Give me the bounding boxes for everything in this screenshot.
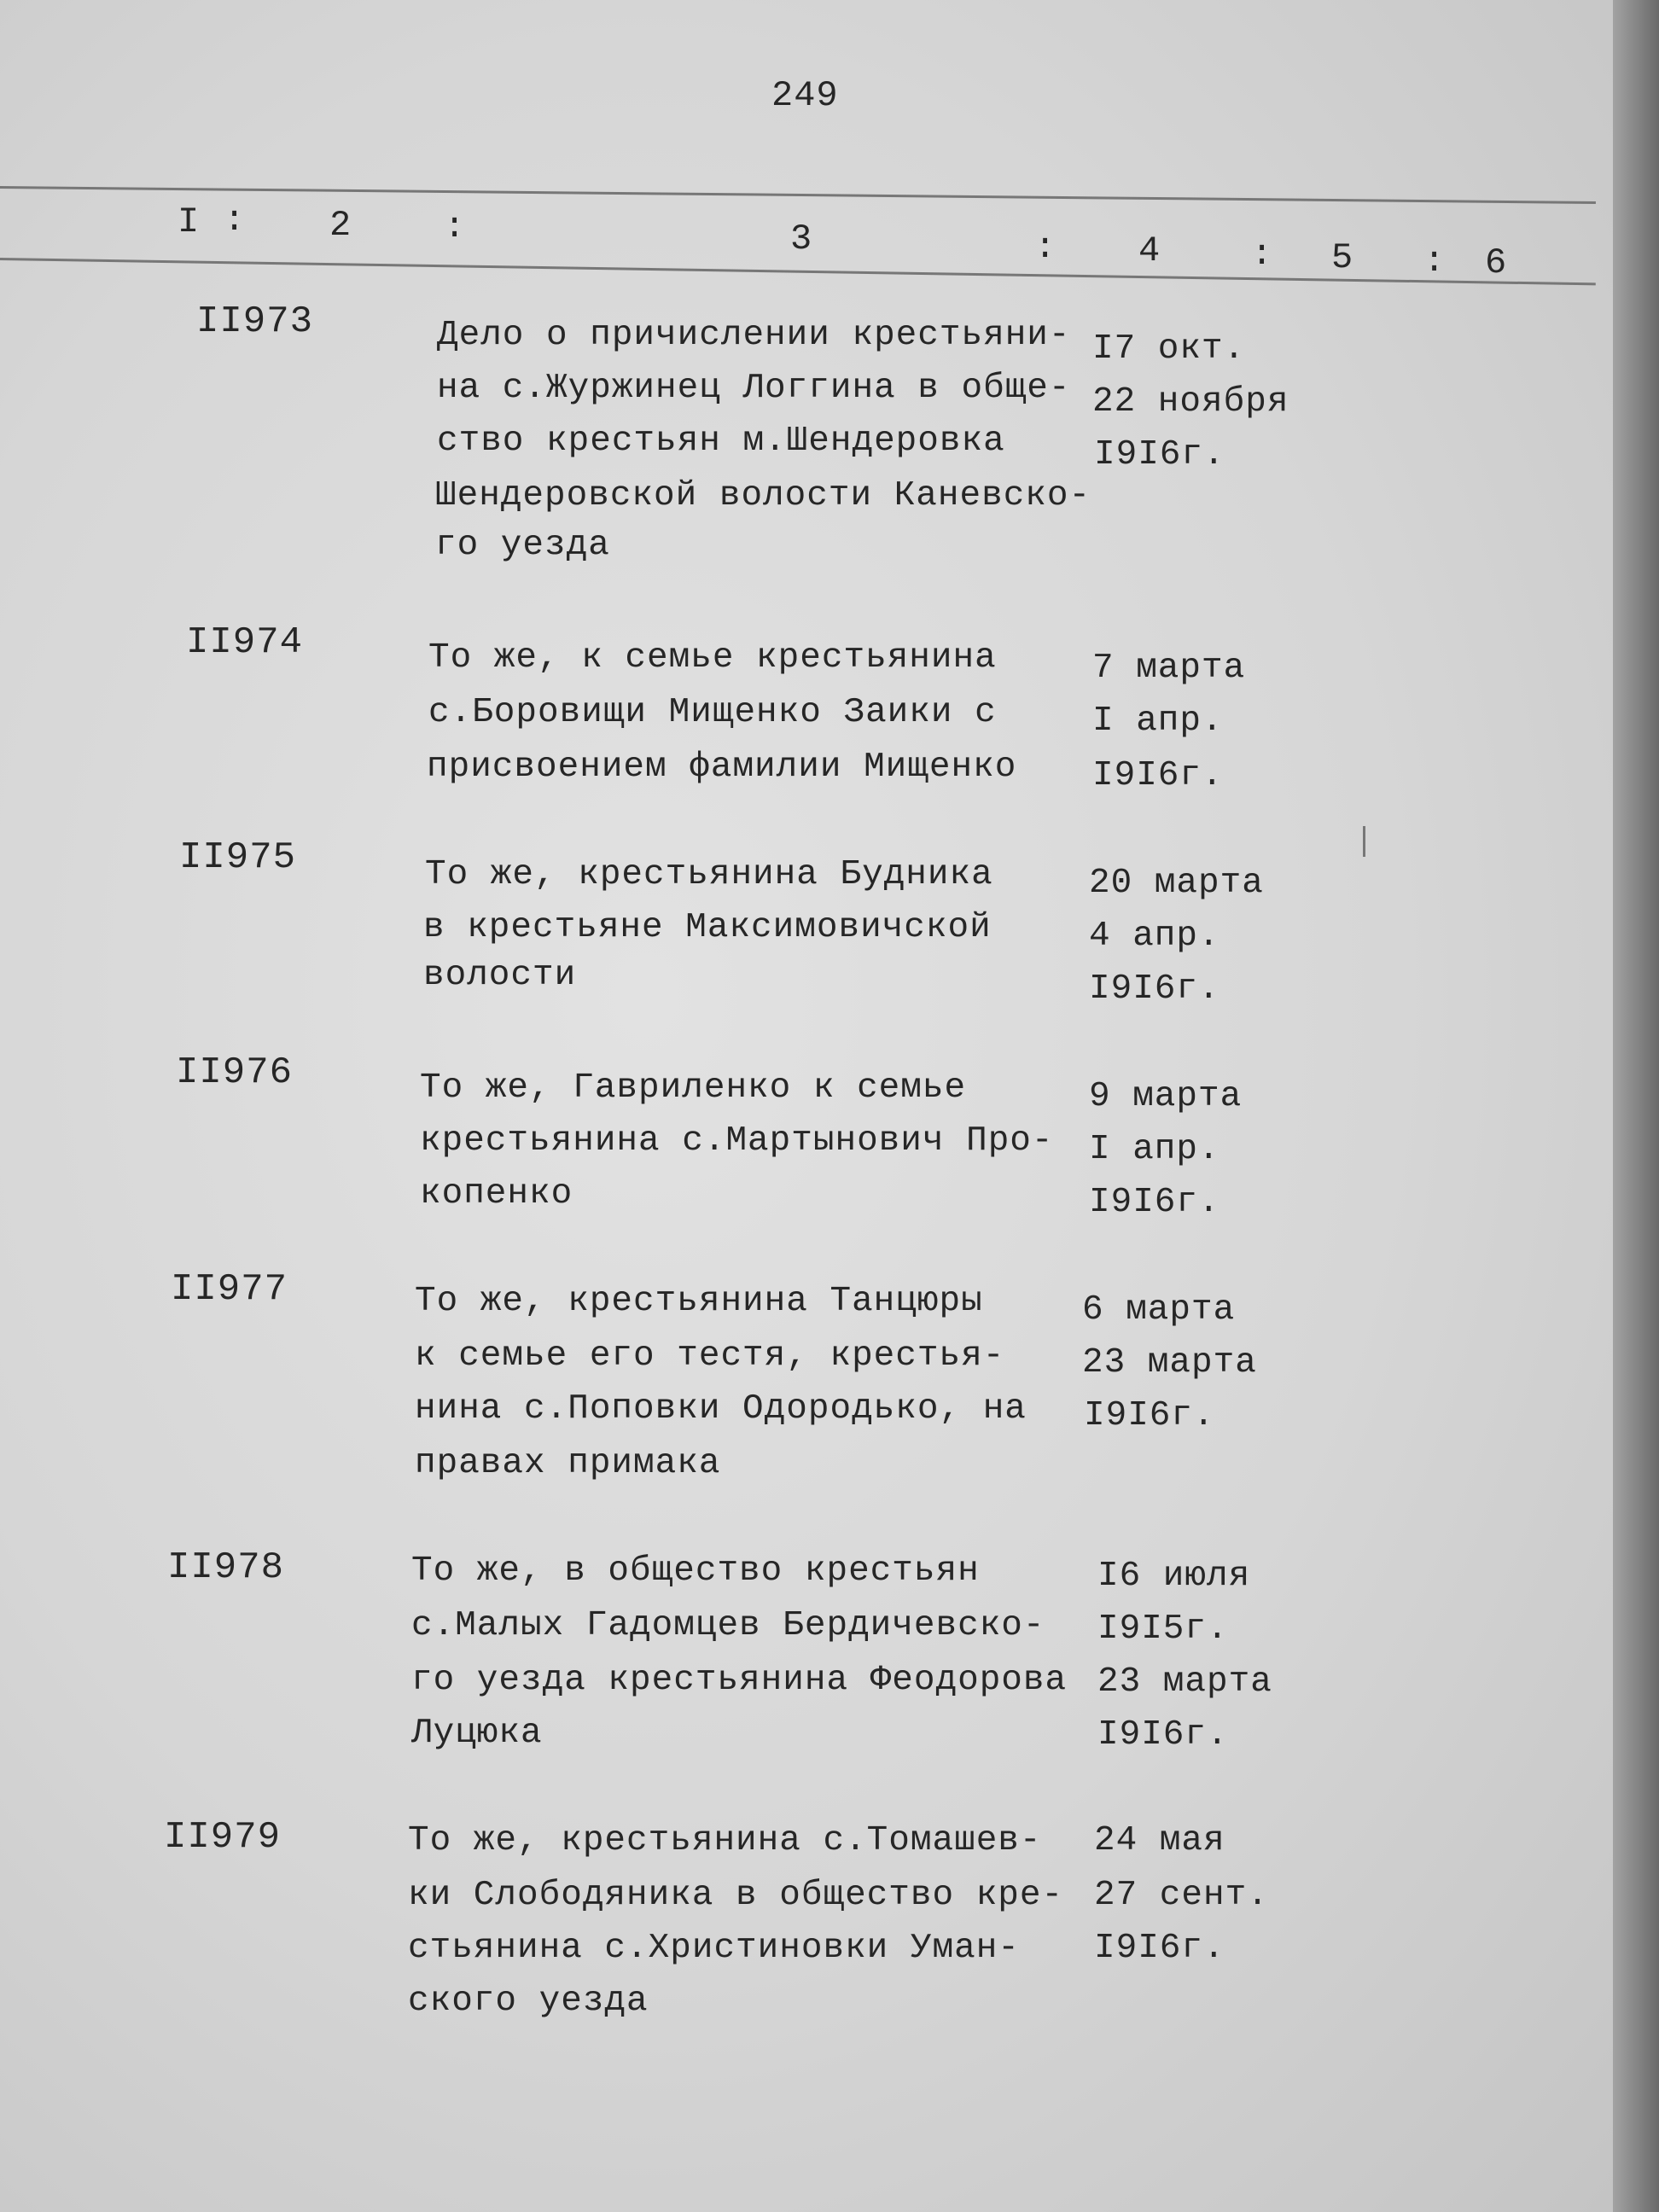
page-edge	[1608, 0, 1659, 2212]
entry-date-line: I апр.	[1089, 1130, 1220, 1169]
entry-text-line: То же, в общество крестьян	[411, 1551, 980, 1591]
column-header-2: 2	[329, 205, 352, 246]
column-header-6: 6	[1485, 242, 1508, 283]
column-header-5: 5	[1331, 237, 1354, 278]
page-number: 249	[771, 75, 839, 116]
entry-date-line: I9I6г.	[1089, 969, 1220, 1009]
entry-text-line: То же, Гавриленко к семье	[420, 1068, 967, 1108]
entry-text-line: с.Боровищи Мищенко Заики с	[428, 693, 997, 732]
entry-text-line: присвоением фамилии Мищенко	[427, 748, 1017, 787]
entry-date-line: 22 ноября	[1092, 382, 1289, 422]
entry-date-line: I9I6г.	[1094, 1929, 1225, 1968]
entry-date-line: I апр.	[1092, 701, 1224, 741]
header-rule-bottom	[0, 258, 1596, 285]
entry-text-line: копенко	[420, 1174, 573, 1214]
entry-text-line: Дело о причислении крестьяни-	[437, 316, 1071, 355]
entry-text-line: волости	[423, 956, 577, 995]
entry-number: II974	[186, 621, 304, 664]
entry-text-line: ки Слободяника в общество кре-	[408, 1876, 1064, 1915]
entry-date-line: 27 сент.	[1094, 1876, 1269, 1915]
entry-date-line: 9 марта	[1089, 1077, 1243, 1116]
entry-text-line: ство крестьян м.Шендеровка	[437, 422, 1005, 461]
column-separator: :	[1251, 234, 1274, 275]
entry-text-line: крестьянина с.Мартынович Про-	[420, 1121, 1054, 1161]
entry-date-line: I9I6г.	[1089, 1183, 1220, 1222]
entry-text-line: правах примака	[415, 1444, 721, 1483]
column-header-1: I	[178, 201, 201, 242]
entry-number: II979	[164, 1816, 282, 1859]
entry-text-line: То же, крестьянина с.Томашев-	[408, 1821, 1042, 1860]
entry-number: II978	[167, 1546, 285, 1589]
column-separator: :	[444, 207, 467, 247]
entry-date-line: 4 апр.	[1089, 917, 1220, 956]
entry-text-line: с.Малых Гадомцев Бердичевско-	[411, 1606, 1045, 1645]
entry-date-line: 23 марта	[1082, 1343, 1257, 1382]
entry-text-line: на с.Журжинец Логгина в обще-	[437, 369, 1071, 408]
entry-date-line: I9I6г.	[1097, 1715, 1229, 1755]
entry-date-line: 20 марта	[1089, 864, 1264, 903]
entry-date-line: I9I6г.	[1094, 435, 1225, 474]
entry-date-line: I7 окт.	[1092, 329, 1246, 369]
entry-text-line: ского уезда	[408, 1982, 649, 2021]
entry-text-line: го уезда крестьянина Феодорова	[411, 1661, 1068, 1700]
entry-date-line: I9I6г.	[1084, 1396, 1215, 1435]
entry-text-line: к семье его тестя, крестья-	[415, 1336, 1005, 1376]
column-separator: :	[1423, 241, 1447, 282]
entry-text-line: То же, крестьянина Танцюры	[415, 1282, 983, 1321]
column-header-4: 4	[1138, 230, 1161, 271]
column-separator: :	[1034, 227, 1057, 268]
stray-pencil-mark	[1363, 826, 1365, 857]
entry-number: II973	[196, 300, 314, 343]
entry-text-line: в крестьяне Максимовичской	[423, 908, 992, 947]
column-header-3: 3	[790, 218, 813, 259]
column-separator: :	[224, 200, 247, 241]
entry-date-line: I9I5г.	[1097, 1610, 1229, 1649]
entry-date-line: 7 марта	[1092, 649, 1246, 688]
entry-date-line: I6 июля	[1097, 1557, 1251, 1596]
entry-text-line: То же, к семье крестьянина	[428, 638, 997, 678]
entry-text-line: стьянина с.Христиновки Уман-	[408, 1929, 1020, 1968]
entry-text-line: То же, крестьянина Будника	[425, 855, 993, 894]
entry-date-line: 6 марта	[1082, 1290, 1236, 1330]
entry-text-line: нина с.Поповки Одородько, на	[415, 1389, 1027, 1429]
entry-number: II977	[171, 1268, 288, 1311]
entry-date-line: 24 мая	[1094, 1821, 1225, 1860]
entry-text-line: Луцюка	[411, 1714, 543, 1753]
entry-number: II975	[179, 836, 297, 879]
entry-number: II976	[176, 1051, 294, 1094]
entry-date-line: I9I6г.	[1092, 756, 1224, 795]
entry-date-line: 23 марта	[1097, 1662, 1272, 1702]
entry-text-line: Шендеровской волости Каневско-	[435, 476, 1091, 515]
entry-text-line: го уезда	[435, 526, 610, 565]
